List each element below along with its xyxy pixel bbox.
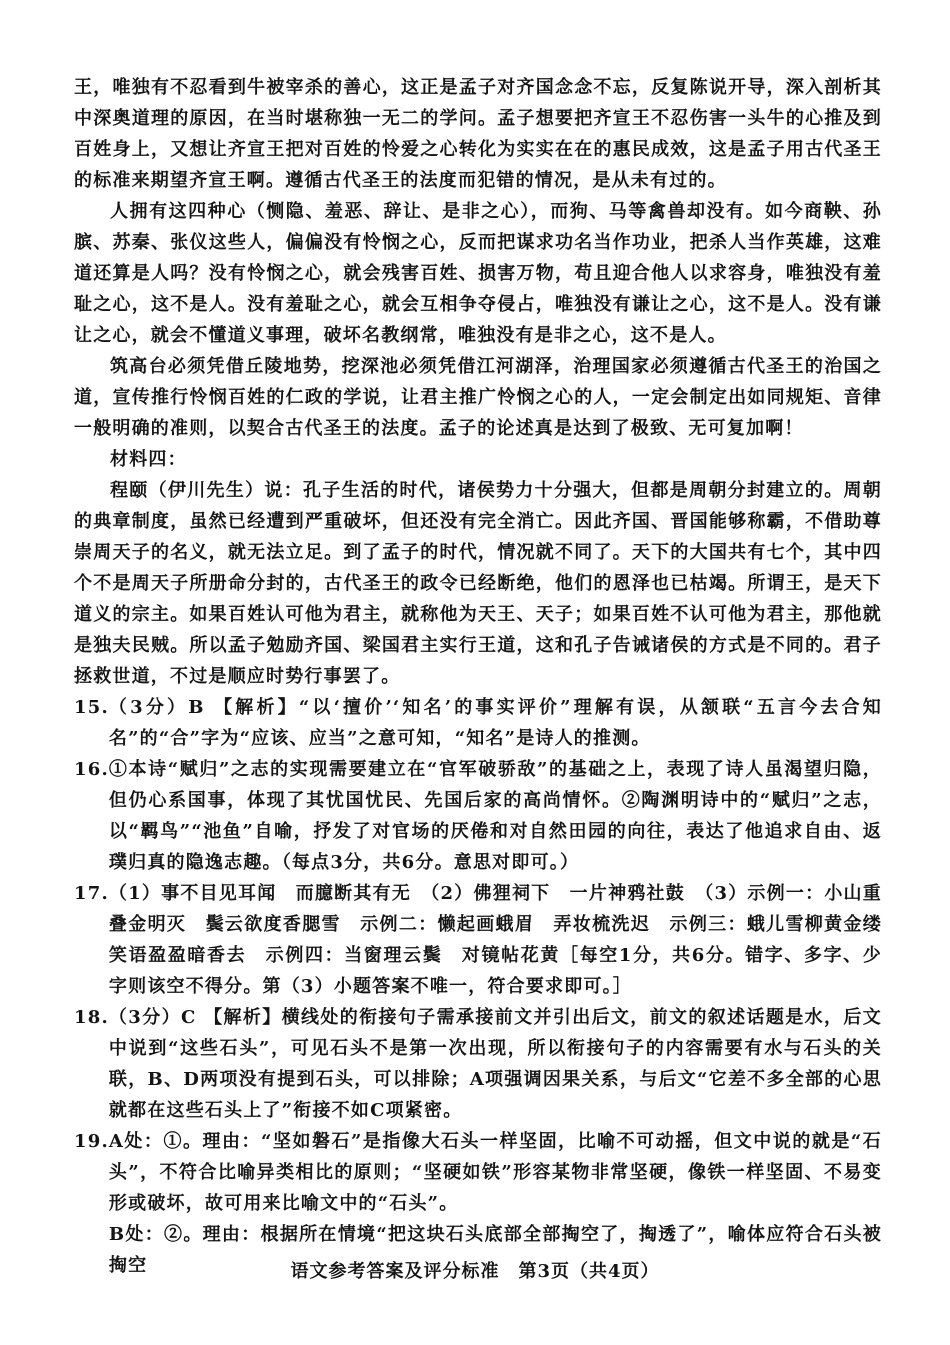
paragraph-continued: 王，唯独有不忍看到牛被宰杀的善心，这正是孟子对齐国念念不忘，反复陈说开导，深入剖析其中深奥道理的原因，在当时堪称独一无二的学问。孟子想要把齐宣王不忍伤害一头牛的心推及到百姓身上，又想让齐宣王把对百姓的怜爱之心转化为实实在在的惠民成效，这是孟子用古代圣王的标准来期望齐宣王啊。遵循古代圣王的法度而犯错的情况，是从未有过的。 bbox=[74, 77, 882, 191]
answer-text: （1）事不目见耳闻 而臆断其有无 （2）佛狸祠下 一片神鸦社鼓 （3）示例一：小山重叠金明灭 鬓云欲度香腮雪 示例二：懒起画蛾眉 弄妆梳洗迟 示例三：蛾儿雪柳黄金缕 笑语盈盈暗香去 示例四：当窗理云鬓 对镜帖花黄［每空1分，共6分。错字、多字、少字则该空不得分。第（3）小题答案不唯一，符合要求即可。］ bbox=[108, 883, 902, 997]
answer-body bbox=[74, 72, 902, 1281]
material-four-label: 材料四： bbox=[110, 449, 187, 470]
answer-text-b: B处：②。理由：根据所在情境“把这块石头底部全部掏空了，掏透了”，喻体应符合石头被掏空 bbox=[108, 1224, 882, 1276]
answer-15 bbox=[74, 692, 882, 754]
question-number: 17. bbox=[74, 883, 109, 904]
question-number: 15. bbox=[74, 697, 109, 718]
page-footer: 语文参考答案及评分标准 第3页（共4页） bbox=[290, 1261, 660, 1282]
answer-text: （3分）C 【解析】横线处的衔接句子需承接前文并引出后文，前文的叙述话题是水，后文中说到“这些石头”，可见石头不是第一次出现，所以衔接句子的内容需要有水与石头的关联，B、D两项没有提到石头，可以排除；A项强调因果关系，与后文“它差不多全部的心思就都在这些石头上了”衔接不如C项紧密。 bbox=[108, 1007, 882, 1121]
material-four-text: 程颐（伊川先生）说：孔子生活的时代，诸侯势力十分强大，但都是周朝分封建立的。周朝的典章制度，虽然已经遭到严重破坏，但还没有完全消亡。因此齐国、晋国能够称霸，不借助尊崇周天子的名义，就无法立足。到了孟子的时代，情况就不同了。天下的大国共有七个，其中四个不是周天子所册命分封的，古代圣王的政令已经断绝，他们的恩泽也已枯竭。所谓王，是天下道义的宗主。如果百姓认可他为君主，就称他为天王、天子；如果百姓不认可他为君主，那他就是独夫民贼。所以孟子勉励齐国、梁国君主实行王道，这和孔子告诫诸侯的方式是不同的。君子拯救世道，不过是顺应时势行事罢了。 bbox=[74, 480, 882, 687]
paragraph-governance: 筑高台必须凭借丘陵地势，挖深池必须凭借江河湖泽，治理国家必须遵循古代圣王的治国之道，宣传推行怜悯百姓的仁政的学说，让君主推广怜悯之心的人，一定会制定出如同规矩、音律一般明确的准则，以契合古代圣王的法度。孟子的论述真是达到了极致、无可复加啊！ bbox=[74, 356, 882, 439]
answer-18 bbox=[74, 1002, 882, 1126]
question-number: 18. bbox=[74, 1007, 109, 1028]
answer-text-a: A处：①。理由：“坚如磐石”是指像大石头一样坚固，比喻不可动摇，但文中说的就是“石头”，不符合比喻异类相比的原则；“坚硬如铁”形容某物非常坚硬，像铁一样坚固、不易变形或破坏，故可用来比喻文中的“石头”。 bbox=[108, 1131, 882, 1214]
answer-17 bbox=[74, 878, 902, 1002]
question-number: 16. bbox=[74, 759, 109, 780]
answer-text: （3分）B 【解析】“以‘擅价’‘知名’的事实评价”理解有误，从颔联“五言今去合知名”的“合”字为“应该、应当”之意可知，“知名”是诗人的推测。 bbox=[108, 697, 882, 749]
answer-text: ①本诗“赋归”之志的实现需要建立在“官军破骄敌”的基础之上，表现了诗人虽渴望归隐，但仍心系国事，体现了其忧国忧民、先国后家的高尚情怀。②陶渊明诗中的“赋归”之志，以“羁鸟”“池鱼”自喻，抒发了对官场的厌倦和对自然田园的向往，表达了他追求自由、返璞归真的隐逸志趣。（每点3分，共6分。意思对即可。） bbox=[108, 759, 882, 873]
question-number: 19. bbox=[74, 1131, 109, 1152]
paragraph-four-hearts: 人拥有这四种心（恻隐、羞恶、辞让、是非之心），而狗、马等禽兽却没有。如今商鞅、孙膑、苏秦、张仪这些人，偏偏没有怜悯之心，反而把谋求功名当作功业，把杀人当作英雄，这难道还算是人吗？没有怜悯之心，就会残害百姓、损害万物，苟且迎合他人以求容身，唯独没有羞耻之心，这不是人。没有羞耻之心，就会互相争夺侵占，唯独没有谦让之心，这不是人。没有谦让之心，就会不懂道义事理，破坏名教纲常，唯独没有是非之心，这不是人。 bbox=[74, 201, 882, 346]
answer-16 bbox=[74, 754, 882, 878]
